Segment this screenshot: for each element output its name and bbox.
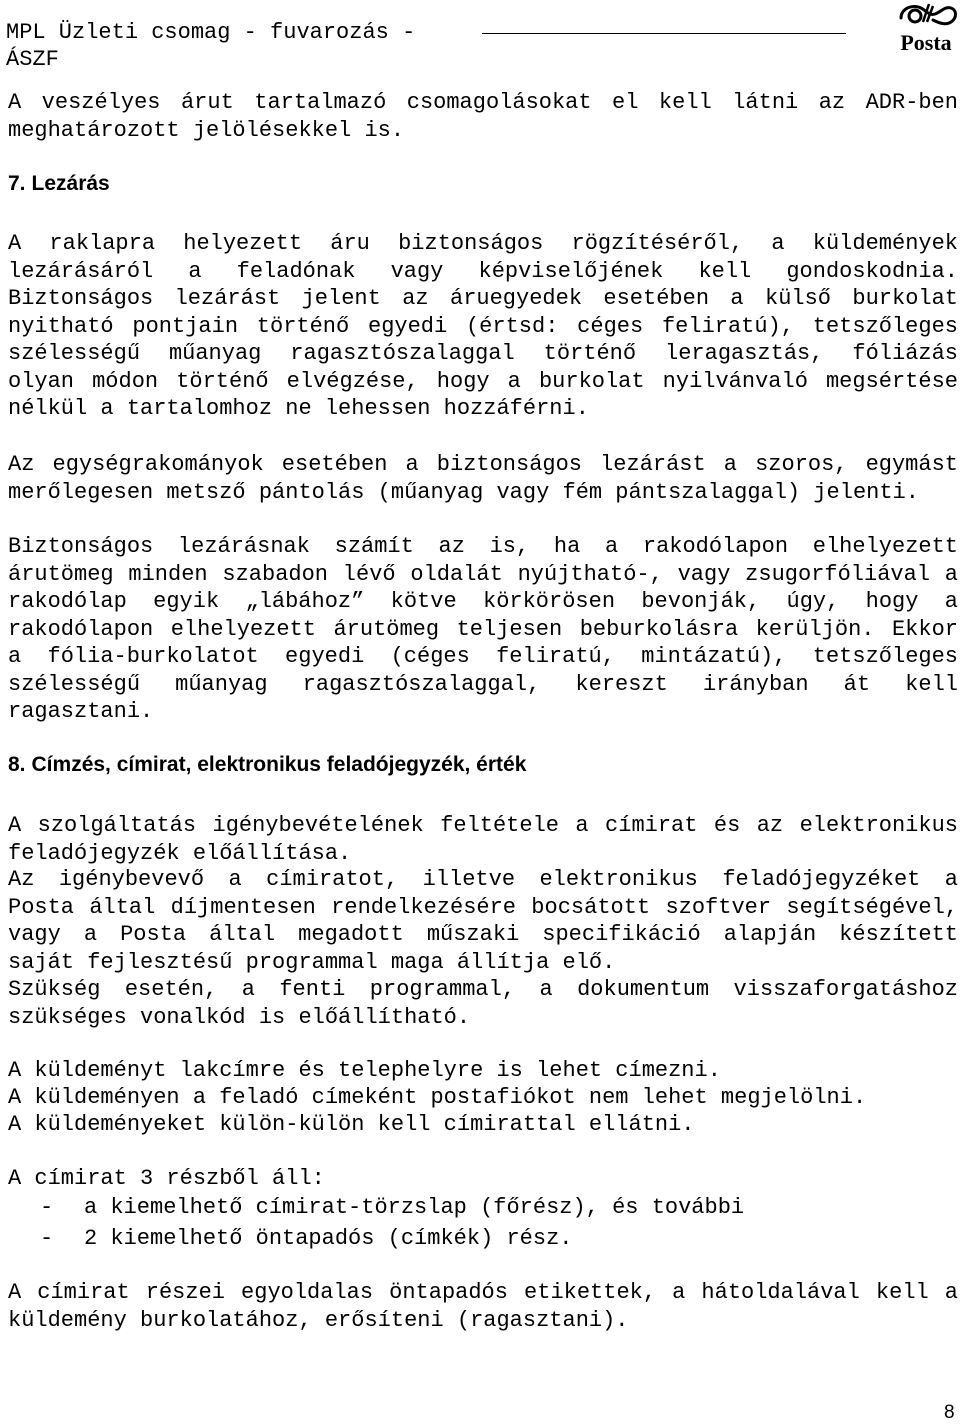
section-8-paragraph-7: A címirat 3 részből áll: [8,1166,325,1191]
section-7-paragraph-1: A raklapra helyezett áru biztonságos rögzítéséről, a küldemények lezárásáról a feladónak vagy képviselőjének kell gondoskodnia. Biztonságos lezárást jelent az áruegyedek esetében a külső burkolat nyitható pontjain történő egyedi (értsd: céges feliratú), tetszőleges szélességű műanyag ragasztószalaggal történő leragasztás, fóliázás olyan módon történő elvégzése, hogy a burkolat nyilvánvaló megsértése nélkül a tartalomhoz ne lehessen hozzáférni. [8,231,958,421]
section-8-number: 8. [8,753,26,776]
list-dash: - [40,1226,54,1251]
list-item-text: a kiemelhető címirat-törzslap (főrész), és további [84,1195,745,1220]
header-rule [482,33,846,34]
header-title: MPL Üzleti csomag - fuvarozás - ÁSZF [6,20,416,72]
posta-logo [893,0,959,62]
section-8-title: Címzés, címirat, elektronikus feladójegyzék, érték [31,753,527,776]
list-item-text: 2 kiemelhető öntapadós (címkék) rész. [84,1226,573,1251]
page-number: 8 [944,1402,955,1423]
list-dash: - [40,1195,54,1220]
svg-text:Posta: Posta [900,30,952,55]
adr-paragraph: A veszélyes árut tartalmazó csomagolásokat el kell látni az ADR-ben meghatározott jelölésekkel is. [8,90,958,143]
section-7-paragraph-3: Biztonságos lezárásnak számít az is, ha a rakodólapon elhelyezett árutömeg minden szabadon lévő oldalát nyújtható-, vagy zsugorfóliával a rakodólap egyik „lábához” kötve körkörösen bevonják, úgy, hogy a rakodólapon elhelyezett árutömeg teljesen beburkolásra kerüljön. Ekkor a fólia-burkolatot egyedi (céges feliratú, mintázatú), tetszőleges szélességű műanyag ragasztószalaggal, kereszt irányban át kell ragasztani. [8,534,958,724]
section-8-paragraph-3: Szükség esetén, a fenti programmal, a dokumentum visszaforgatáshoz szükséges vonalkód is előállítható. [8,977,958,1030]
section-8-paragraph-4: A küldeményt lakcímre és telephelyre is lehet címezni. [8,1058,721,1083]
section-8-paragraph-6: A küldeményeket külön-külön kell címirattal ellátni. [8,1112,695,1137]
list-item [8,1194,744,1221]
section-8-paragraph-1: A szolgáltatás igénybevételének feltétele a címirat és az elektronikus feladójegyzék előállítása. [8,813,958,866]
section-8-paragraph-8: A címirat részei egyoldalas öntapadós etikettek, a hátoldalával kell a küldemény burkolatához, erősíteni (ragasztani). [8,1280,958,1333]
section-8-paragraph-5: A küldeményen a feladó címeként postafiókot nem lehet megjelölni. [8,1085,867,1110]
section-8-heading [8,751,526,778]
section-7-title: Lezárás [31,172,110,195]
section-7-number: 7. [8,172,26,195]
section-7-paragraph-2: Az egységrakományok esetében a biztonságos lezárást a szoros, egymást merőlegesen metsző pántolás (műanyag vagy fém pántszalaggal) jelenti. [8,452,958,505]
section-8-paragraph-2: Az igénybevevő a címiratot, illetve elektronikus feladójegyzéket a Posta által díjmentesen rendelkezésére bocsátott szoftver segítségével, vagy a Posta által megadott műszaki specifikáció alapján készített saját fejlesztésű programmal maga állítja elő. [8,867,958,975]
section-7-heading [8,170,110,197]
list-item [8,1225,572,1252]
